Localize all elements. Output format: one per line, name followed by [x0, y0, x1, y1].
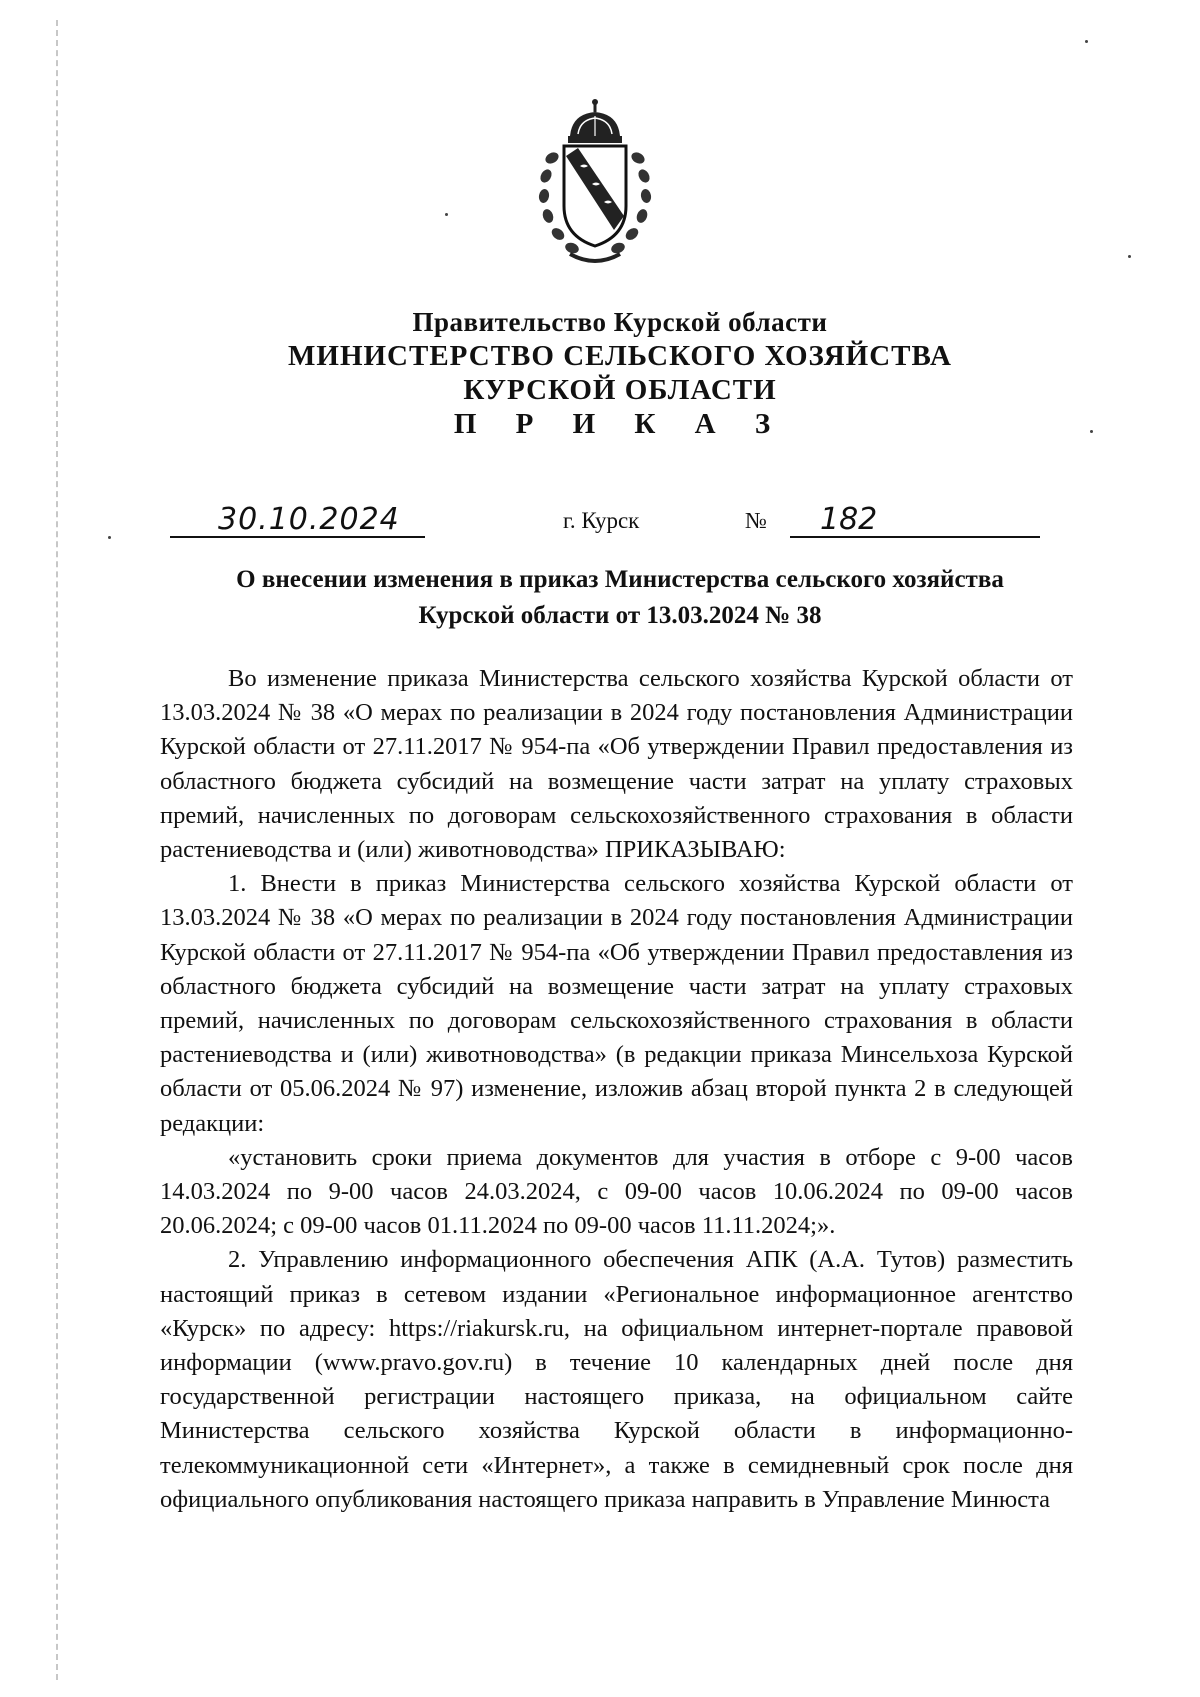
coat-of-arms-emblem — [530, 96, 660, 271]
ministry-name: МИНИСТЕРСТВО СЕЛЬСКОГО ХОЗЯЙСТВА — [288, 340, 952, 372]
document-body — [160, 662, 1073, 1517]
document-header — [160, 305, 1080, 441]
order-meta-row — [0, 500, 1200, 550]
body-paragraph-item-1: 1. Внести в приказ Министерства сельского хозяйства Курской области от 13.03.2024 № 38 «О мерах по реализации в 2024 году постановления Администрации Курской области от 27.11.2017 № 954-па «Об утверждении Правил предоставления из областного бюджета субсидий на возмещение части затрат на уплату страховых премий, начисленных по договорам сельскохозяйственного страхования в области растениеводства и (или) животноводства» (в редакции приказа Минсельхоза Курской области от 05.06.2024 № 97) изменение, изложив абзац второй пункта 2 в следующей редакции: — [160, 870, 1073, 1137]
order-date: 30.10.2024 — [218, 502, 400, 537]
scan-speck — [1090, 430, 1093, 433]
government-name: Правительство Курской области — [412, 307, 828, 337]
body-paragraph-item-2: 2. Управлению информационного обеспечения АПК (А.А. Тутов) разместить настоящий приказ в сетевом издании «Региональное информационное агентство «Курск» по адресу: https://riakursk.ru, на официальном интернет-портале правовой информации (www.pravo.gov.ru) в течение 10 календарных дней после дня государственной регистрации настоящего приказа, на официальном сайте Министерства сельского хозяйства Курской области в информационно-телекоммуникационной сети «Интернет», а также в семидневный срок после дня официального опубликования настоящего приказа направить в Управление Минюста — [160, 1246, 1073, 1513]
body-paragraph-quote: «установить сроки приема документов для участия в отборе с 9-00 часов 14.03.2024 по 9-00 часов 24.03.2024, с 09-00 часов 10.06.2024 по 09-00 часов 20.06.2024; с 09-00 часов 01.11.2024 по 09-00 часов 11.11.2024;». — [160, 1143, 1073, 1240]
title-line-1: О внесении изменения в приказ Министерства сельского хозяйства — [236, 566, 1004, 593]
order-city: г. Курск — [563, 508, 640, 533]
body-paragraph-preamble: Во изменение приказа Министерства сельского хозяйства Курской области от 13.03.2024 № 38 «О мерах по реализации в 2024 году постановления Администрации Курской области от 27.11.2017 № 954-па «Об утверждении Правил предоставления из областного бюджета субсидий на возмещение части затрат на уплату страховых премий, начисленных по договорам сельскохозяйственного страхования в области растениеводства и (или) животноводства» ПРИКАЗЫВАЮ: — [160, 665, 1073, 864]
document-title — [160, 562, 1080, 634]
title-line-2: Курской области от 13.03.2024 № 38 — [418, 602, 822, 629]
document-type: П Р И К А З — [453, 408, 787, 440]
scan-speck — [445, 213, 448, 216]
scan-speck — [1128, 255, 1131, 258]
ministry-region: КУРСКОЙ ОБЛАСТИ — [463, 374, 777, 406]
scan-edge-artifact — [56, 20, 58, 1680]
number-sign: № — [745, 508, 767, 533]
order-number: 182 — [820, 502, 878, 537]
scan-speck — [1085, 40, 1088, 43]
